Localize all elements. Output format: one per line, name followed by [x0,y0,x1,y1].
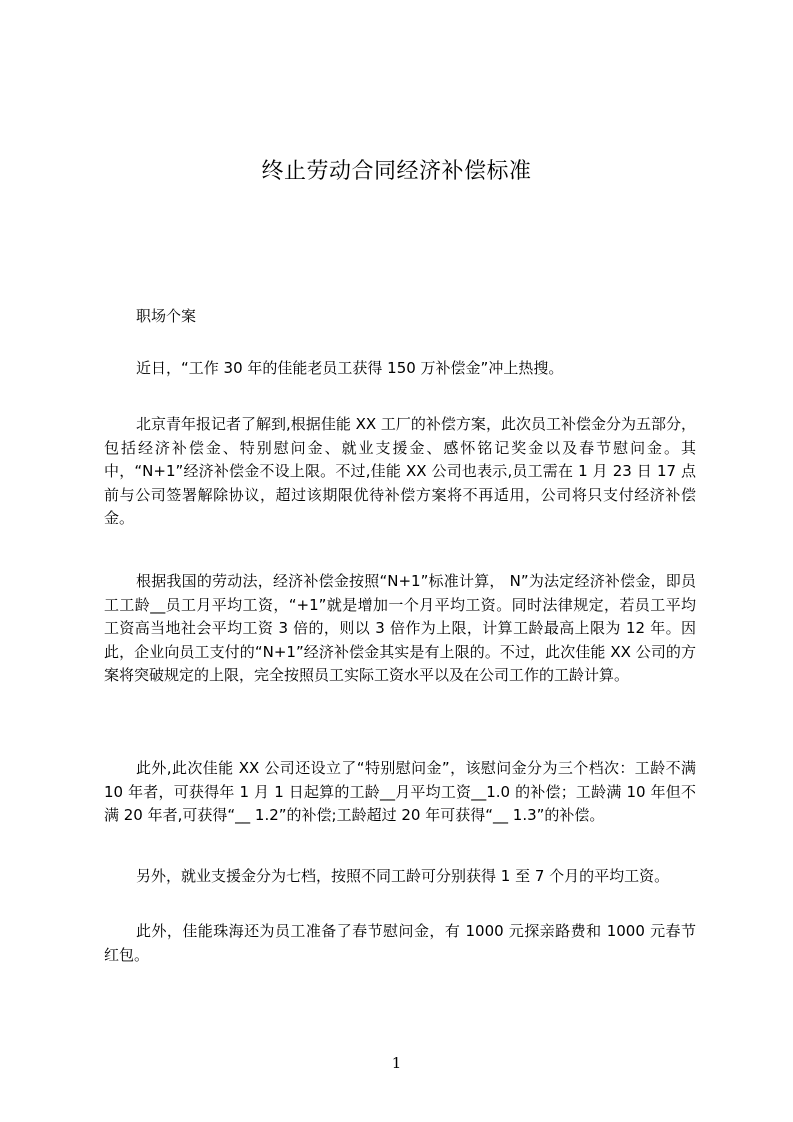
special-condolence-paragraph: 此外,此次佳能 XX 公司还设立了“特别慰问金”，该慰问金分为三个档次：工龄不满 10 年者，可获得年 1 月 1 日起算的工龄__月平均工资__1.0 的补偿；工龄满 10 年但不满 20 年者,可获得“__ 1.2”的补偿;工龄超过 20 年可获得“__ 1.3”的补偿。 [104,759,696,824]
zhuhai-bonus-paragraph: 此外，佳能珠海还为员工准备了春节慰问金，有 1000 元探亲路费和 1000 元春节红包。 [104,922,696,964]
page-number: 1 [391,1054,402,1072]
beijing-report-paragraph: 北京青年报记者了解到,根据佳能 XX 工厂的补偿方案，此次员工补偿金分为五部分，包括经济补偿金、特别慰问金、就业支援金、感怀铭记奖金以及春节慰问金。其中，“N+1”经济补偿金不设上限。不过,佳能 XX 公司也表示,员工需在 1 月 23 日 17 点前与公司签署解除协议，超过该期限优待补偿方案将不再适用，公司将只支付经济补偿金。 [104,415,696,527]
intro-paragraph: 近日，“工作 30 年的佳能老员工获得 150 万补偿金”冲上热搜。 [136,359,564,377]
document-title: 终止劳动合同经济补偿标准 [261,158,532,184]
labor-law-paragraph: 根据我国的劳动法，经济补偿金按照“N+1”标准计算， N”为法定经济补偿金，即员工工龄__员工月平均工资，“+1”就是增加一个月平均工资。同时法律规定，若员工平均工资高当地社会平均工资 3 倍的，则以 3 倍作为上限，计算工龄最高上限为 12 年。因此，企业向员工支付的“N+1”经济补偿金其实是有上限的。不过，此次佳能 XX 公司的方案将突破规定的上限，完全按照员工实际工资水平以及在公司工作的工龄计算。 [104,572,696,684]
section-label-paragraph: 职场个案 [136,307,197,325]
employment-support-paragraph: 另外，就业支援金分为七档，按照不同工龄可分别获得 1 至 7 个月的平均工资。 [136,867,670,885]
